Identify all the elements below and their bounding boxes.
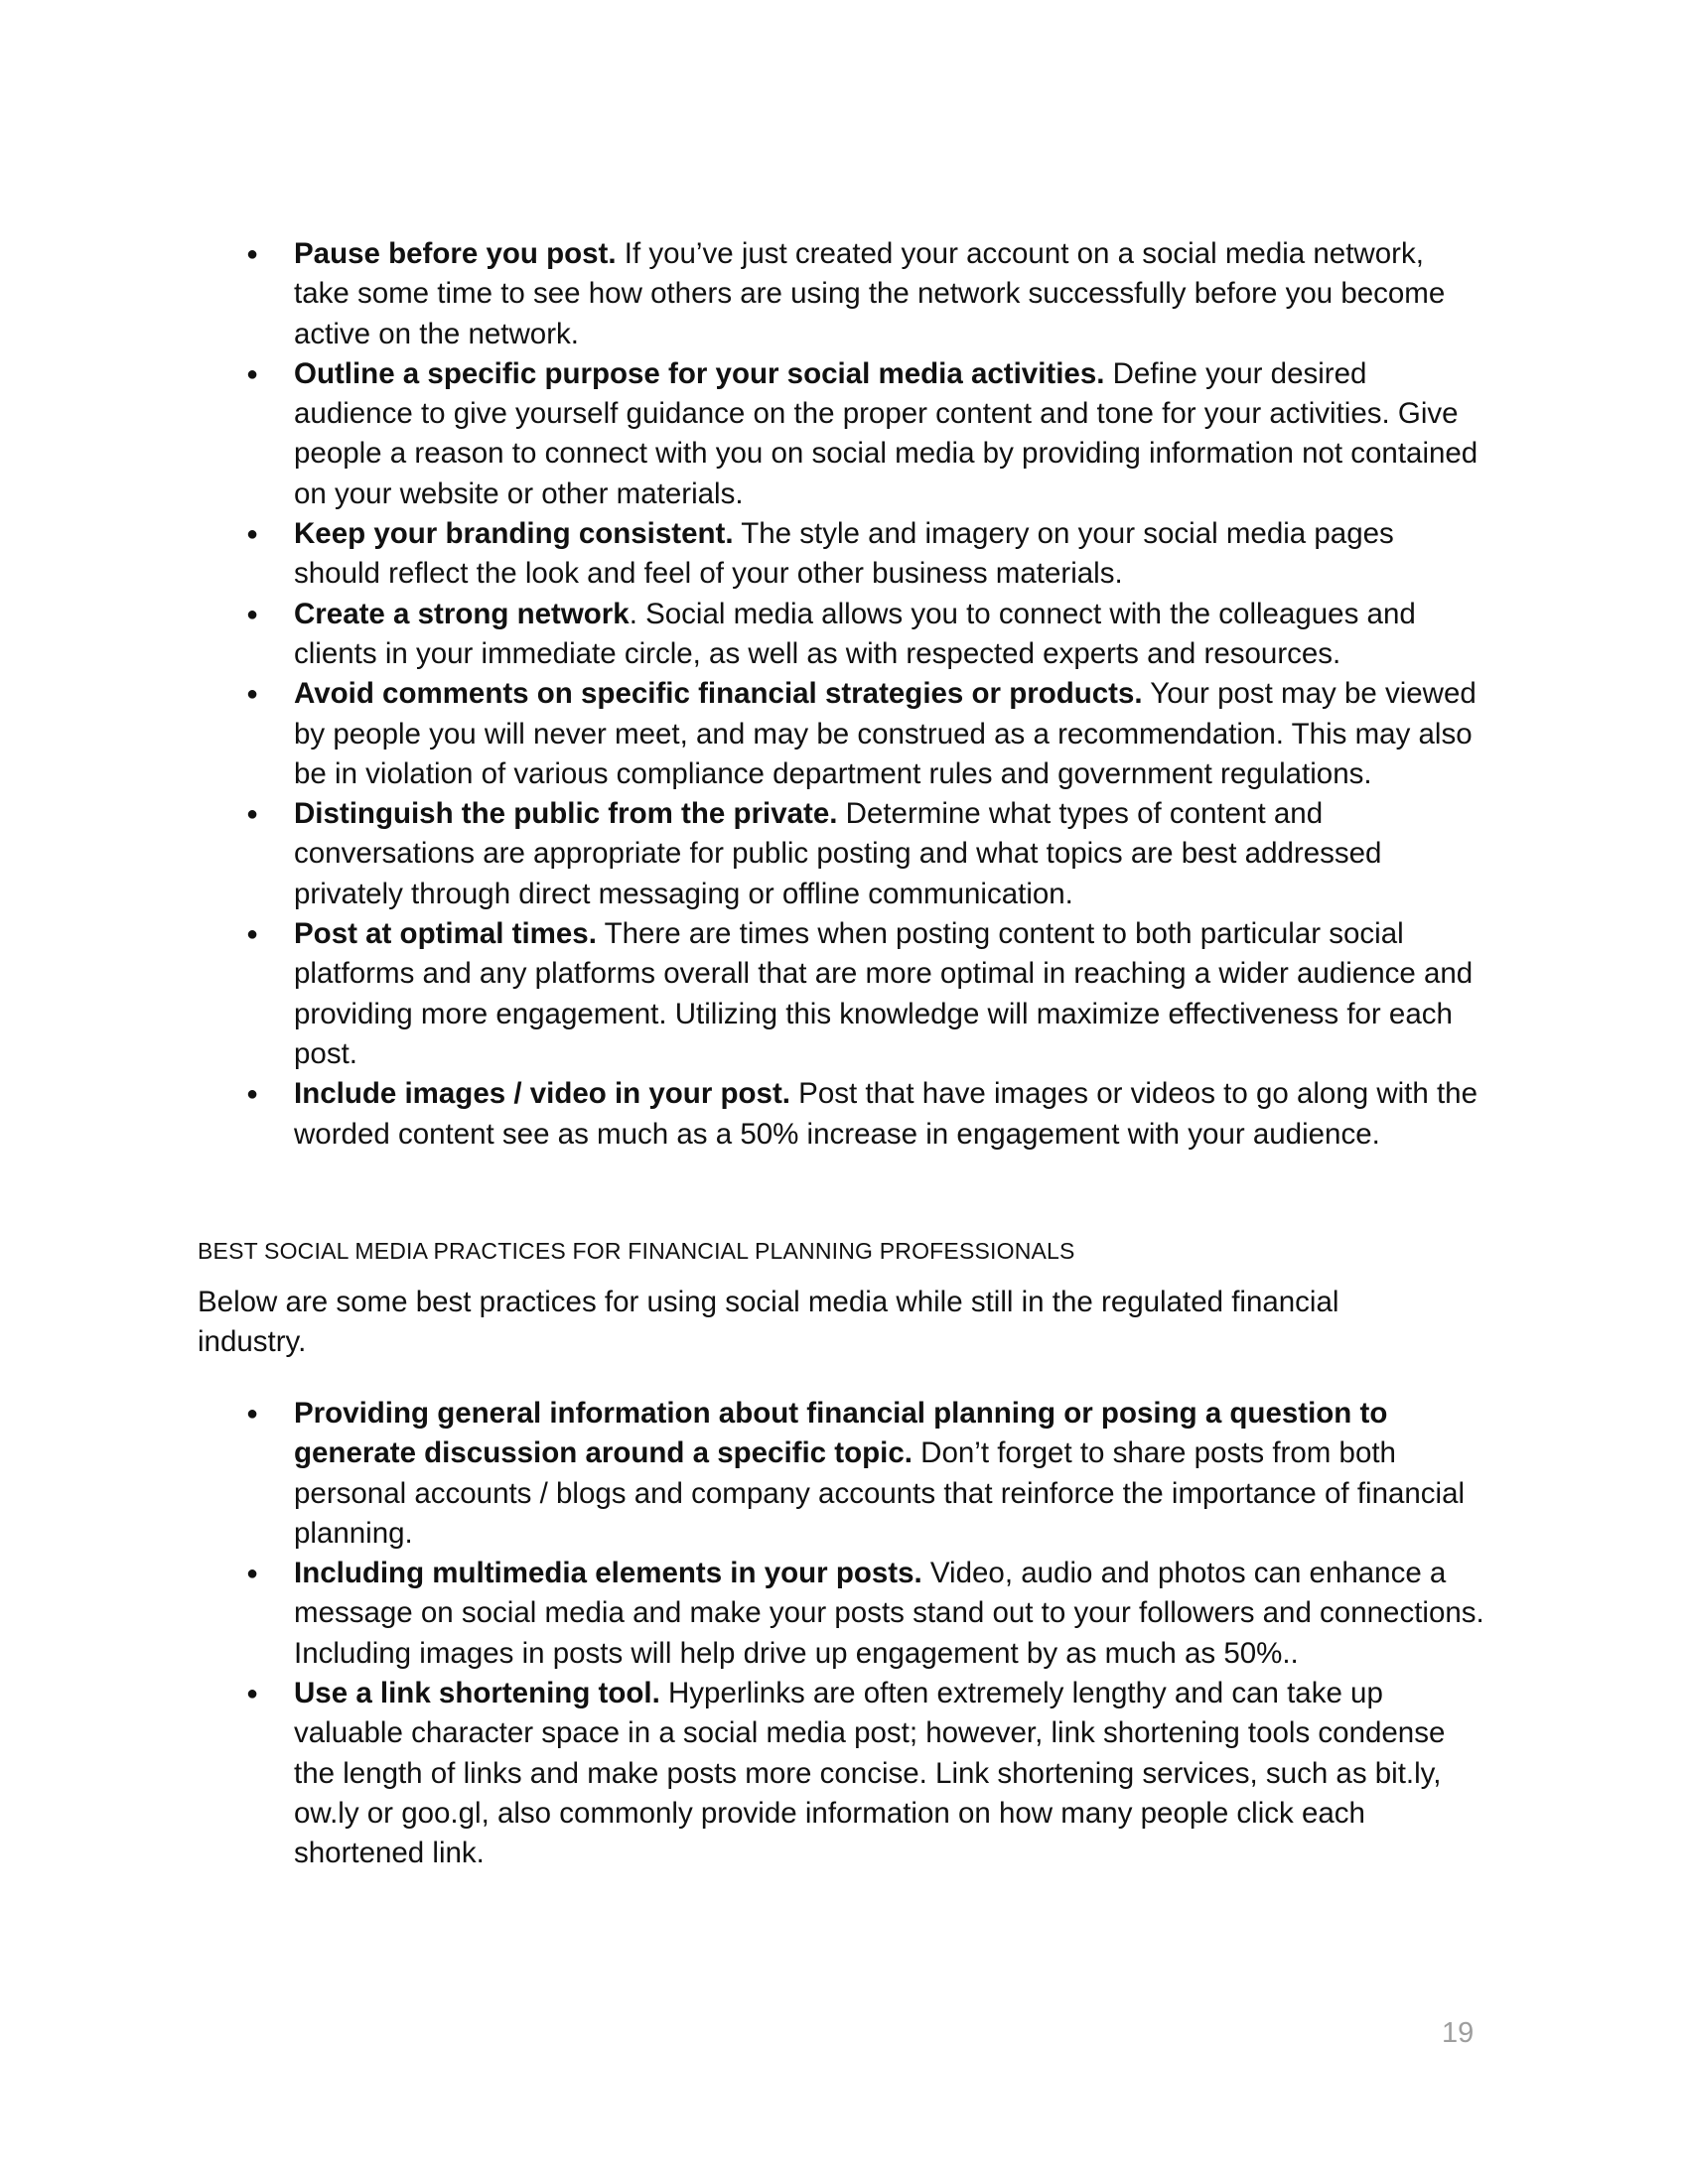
item-lead: Post at optimal times. bbox=[294, 917, 597, 951]
item-text: Don’t forget to share posts from both personal accounts / blogs and company accounts that reinforce the importance of financial planning. bbox=[294, 1436, 1466, 1550]
item-lead: Providing general information about financial planning or posing a question to generate discussion around a specific topic. bbox=[294, 1397, 1388, 1470]
item-text: Post that have images or videos to go along with the worded content see as much as a 50% increase in engagement with your audience. bbox=[294, 1077, 1477, 1151]
list-item bbox=[294, 595, 1485, 675]
list-item bbox=[294, 1394, 1485, 1554]
page-number: 19 bbox=[1442, 2017, 1475, 2049]
list-item bbox=[294, 1554, 1485, 1674]
item-lead: Create a strong network bbox=[294, 597, 630, 630]
item-lead: Keep your branding consistent. bbox=[294, 517, 734, 551]
best-practices-list bbox=[294, 1394, 1485, 1874]
item-lead: Including multimedia elements in your posts. bbox=[294, 1557, 922, 1590]
item-lead: Avoid comments on specific financial strategies or products. bbox=[294, 677, 1143, 711]
list-item bbox=[294, 354, 1485, 514]
list-item bbox=[294, 1674, 1485, 1873]
list-item bbox=[294, 794, 1485, 914]
tips-list bbox=[294, 234, 1485, 1155]
item-text: The style and imagery on your social media pages should reflect the look and feel of your other business materials. bbox=[294, 517, 1394, 591]
list-item bbox=[294, 514, 1485, 595]
item-text: There are times when posting content to both particular social platforms and any platforms overall that are more optimal in reaching a wider audience and providing more engagement. Utilizing this knowledge will maximize effectiveness for each post. bbox=[294, 917, 1474, 1070]
item-lead: Include images / video in your post. bbox=[294, 1077, 790, 1111]
item-lead: Distinguish the public from the private. bbox=[294, 797, 838, 831]
list-item bbox=[294, 914, 1485, 1074]
item-text: Video, audio and photos can enhance a message on social media and make your posts stand out to your followers and connections. Including images in posts will help drive up engagement by as much as 50%.. bbox=[294, 1557, 1484, 1670]
list-item bbox=[294, 234, 1485, 354]
list-item bbox=[294, 674, 1485, 794]
item-text: Determine what types of content and conversations are appropriate for public posting and what topics are best addressed privately through direct messaging or offline communication. bbox=[294, 797, 1382, 910]
item-lead: Pause before you post. bbox=[294, 237, 617, 270]
item-text: If you’ve just created your account on a social media network, take some time to see how others are using the network successfully before you become active on the network. bbox=[294, 237, 1446, 350]
intro-paragraph: Below are some best practices for using social media while still in the regulated financial industry. bbox=[198, 1286, 1339, 1359]
item-text: . Social media allows you to connect with the colleagues and clients in your immediate circle, as well as with respected experts and resources. bbox=[294, 597, 1416, 670]
item-text: Hyperlinks are often extremely lengthy and can take up valuable character space in a social media post; however, link shortening tools condense the length of links and make posts more concise. Link shortening services, such as bit.ly, ow.ly or goo.gl, also commonly provide information on how many people click each shortened link. bbox=[294, 1677, 1446, 1870]
item-text: Define your desired audience to give yourself guidance on the proper content and tone for your activities. Give people a reason to connect with you on social media by providing information not contained on your website or other materials. bbox=[294, 356, 1478, 510]
section-heading: BEST SOCIAL MEDIA PRACTICES FOR FINANCIAL PLANNING PROFESSIONALS bbox=[198, 1238, 1075, 1264]
item-lead: Use a link shortening tool. bbox=[294, 1677, 660, 1710]
list-item bbox=[294, 1074, 1485, 1155]
item-lead: Outline a specific purpose for your social media activities. bbox=[294, 356, 1105, 390]
item-text: Your post may be viewed by people you will never meet, and may be construed as a recommendation. This may also be in violation of various compliance department rules and government regulations. bbox=[294, 677, 1477, 790]
